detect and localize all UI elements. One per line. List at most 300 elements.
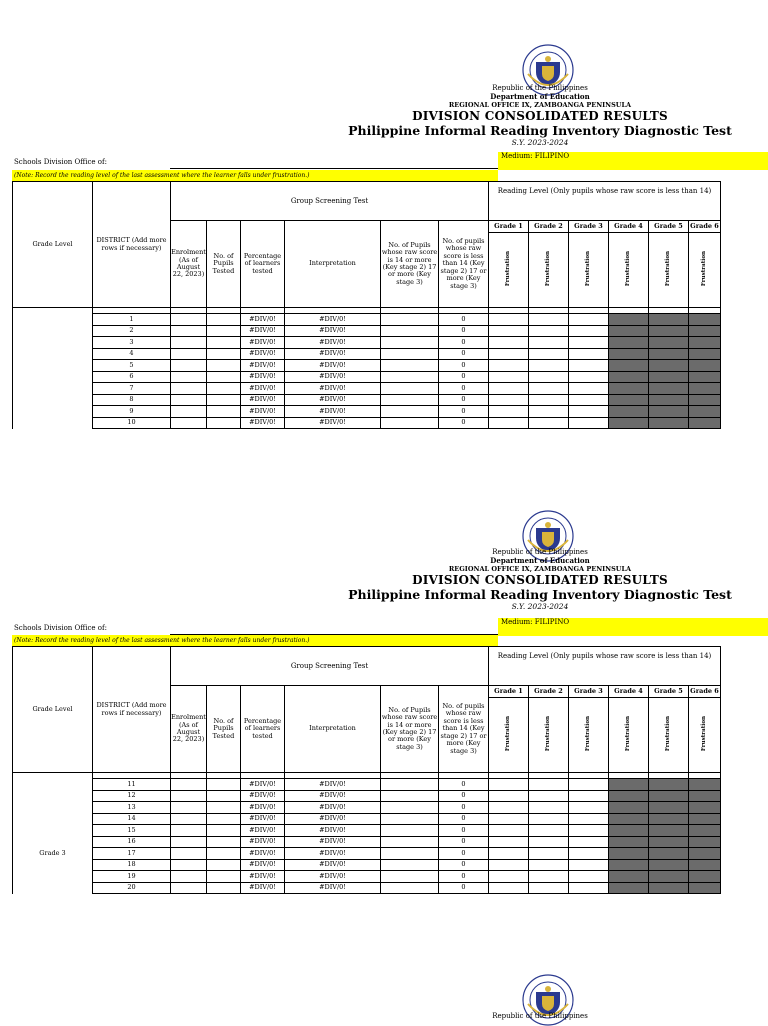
grade-5-frustration-cell[interactable] [649,325,689,337]
grade-2-frustration-cell[interactable] [529,417,569,429]
interpretation-cell[interactable]: #DIV/0! [285,406,381,418]
district-number[interactable]: 5 [93,360,171,372]
grade-3-frustration-cell[interactable] [569,348,609,360]
enrolment-cell[interactable] [171,859,207,871]
grade-6-frustration-cell[interactable] [689,848,721,860]
grade-2-frustration-cell[interactable] [529,859,569,871]
pupils-tested-cell[interactable] [207,314,241,326]
grade-6-frustration-cell[interactable] [689,836,721,848]
pupils-14-less-cell[interactable]: 0 [439,790,489,802]
table-row [13,871,721,883]
grade-1-frustration-cell[interactable] [489,813,529,825]
table-row [13,790,721,802]
interpretation-cell[interactable]: #DIV/0! [285,337,381,349]
enrolment-cell[interactable] [171,394,207,406]
pupils-14-less-cell[interactable]: 0 [439,871,489,883]
grade-level-cell [13,859,93,871]
percentage-cell[interactable]: #DIV/0! [241,314,285,326]
grade-4-header: Grade 4 [609,686,649,698]
results-table [12,181,721,429]
percentage-cell[interactable]: #DIV/0! [241,790,285,802]
pupils-14-less-cell[interactable]: 0 [439,383,489,395]
pupils-tested-cell[interactable] [207,360,241,372]
grade-level-cell [13,871,93,883]
enrolment-cell[interactable] [171,371,207,383]
group-screening-header: Group Screening Test [171,182,489,221]
interpretation-cell[interactable]: #DIV/0! [285,383,381,395]
pupils-14-less-cell[interactable]: 0 [439,836,489,848]
grade-4-frustration-cell[interactable] [609,825,649,837]
grade-1-header: Grade 1 [489,686,529,698]
grade-1-frustration-cell[interactable] [489,825,529,837]
pupils-14-less-cell[interactable]: 0 [439,859,489,871]
grade-4-frustration-cell[interactable] [609,813,649,825]
grade-1-frustration-cell[interactable] [489,348,529,360]
district-number[interactable]: 12 [93,790,171,802]
grade-4-frustration-cell[interactable] [609,802,649,814]
grade-level-cell [13,802,93,814]
grade-1-frustration-cell[interactable] [489,394,529,406]
grade-level-cell [13,882,93,894]
grade-2-frustration-cell[interactable] [529,779,569,791]
grade-1-frustration-cell[interactable] [489,779,529,791]
grade-2-frustration-cell[interactable] [529,848,569,860]
grade-1-frustration-cell[interactable] [489,802,529,814]
grade-5-frustration-cell[interactable] [649,417,689,429]
interpretation-cell[interactable]: #DIV/0! [285,325,381,337]
grade-3-frustration-cell[interactable] [569,848,609,860]
pupils-tested-cell[interactable] [207,802,241,814]
percentage-cell[interactable]: #DIV/0! [241,802,285,814]
grade-1-frustration-cell[interactable] [489,836,529,848]
grade-1-frustration-cell[interactable] [489,360,529,372]
grade-4-frustration-cell[interactable] [609,882,649,894]
pupils-14-more-cell[interactable] [381,314,439,326]
pupils-14-less-header: No. of pupils whose raw score is less than 14 (Key stage 2) 17 or more (Key stage 3) [439,221,489,308]
percentage-cell[interactable]: #DIV/0! [241,836,285,848]
interpretation-cell[interactable]: #DIV/0! [285,848,381,860]
grade-5-frustration-cell[interactable] [649,371,689,383]
table-row [13,882,721,894]
interpretation-cell[interactable]: #DIV/0! [285,314,381,326]
grade-1-frustration-cell[interactable] [489,383,529,395]
pupils-14-more-cell[interactable] [381,417,439,429]
grade-6-frustration-cell[interactable] [689,859,721,871]
percentage-cell[interactable]: #DIV/0! [241,859,285,871]
grade-2-frustration-cell[interactable] [529,802,569,814]
interpretation-cell[interactable]: #DIV/0! [285,859,381,871]
grade-3-frustration-cell[interactable] [569,836,609,848]
enrolment-cell[interactable] [171,417,207,429]
grade-6-frustration-cell[interactable] [689,813,721,825]
grade-4-frustration-cell[interactable] [609,325,649,337]
grade-3-frustration-cell[interactable] [569,790,609,802]
grade-4-frustration-cell[interactable] [609,394,649,406]
grade-6-frustration-cell[interactable] [689,348,721,360]
pupils-14-more-cell[interactable] [381,394,439,406]
district-number[interactable]: 11 [93,779,171,791]
interpretation-cell[interactable]: #DIV/0! [285,836,381,848]
pupils-tested-cell[interactable] [207,779,241,791]
grade-2-frustration-cell[interactable] [529,337,569,349]
grade-1-frustration-cell[interactable] [489,417,529,429]
grade-1-frustration-cell[interactable] [489,871,529,883]
table-row [13,337,721,349]
pupils-14-more-cell[interactable] [381,790,439,802]
grade-2-frustration-cell[interactable] [529,813,569,825]
grade-6-frustration-cell[interactable] [689,802,721,814]
pupils-14-less-cell[interactable]: 0 [439,825,489,837]
pupils-14-less-cell[interactable]: 0 [439,348,489,360]
grade-6-frustration-cell[interactable] [689,417,721,429]
enrolment-cell[interactable] [171,802,207,814]
grade-2-frustration-cell[interactable] [529,871,569,883]
grade-3-frustration-cell[interactable] [569,314,609,326]
interpretation-cell[interactable]: #DIV/0! [285,417,381,429]
pupils-14-less-cell[interactable]: 0 [439,337,489,349]
grade-6-frustration-cell[interactable] [689,337,721,349]
percentage-cell[interactable]: #DIV/0! [241,337,285,349]
interpretation-cell[interactable]: #DIV/0! [285,371,381,383]
grade-3-frustration-cell[interactable] [569,394,609,406]
grade-4-frustration-cell[interactable] [609,360,649,372]
grade-2-frustration-cell[interactable] [529,406,569,418]
grade-2-frustration-cell[interactable] [529,383,569,395]
interpretation-cell[interactable]: #DIV/0! [285,802,381,814]
pupils-14-less-cell[interactable]: 0 [439,371,489,383]
enrolment-cell[interactable] [171,882,207,894]
pupils-14-less-cell[interactable]: 0 [439,779,489,791]
pupils-14-more-header: No. of Pupils whose raw score is 14 or more (Key stage 2) 17 or more (Key stage 3) [381,221,439,308]
pupils-14-more-cell[interactable] [381,348,439,360]
grade-1-frustration-cell[interactable] [489,882,529,894]
grade-3-frustration-cell[interactable] [569,802,609,814]
frustration-cell: Frustration [529,698,569,773]
district-number[interactable]: 3 [93,337,171,349]
pupils-tested-cell[interactable] [207,790,241,802]
grade-6-frustration-cell[interactable] [689,779,721,791]
grade-4-frustration-cell[interactable] [609,779,649,791]
grade-5-frustration-cell[interactable] [649,790,689,802]
grade-4-frustration-cell[interactable] [609,417,649,429]
grade-6-frustration-cell[interactable] [689,882,721,894]
grade-5-frustration-cell[interactable] [649,314,689,326]
enrolment-cell[interactable] [171,848,207,860]
sdo-input-line[interactable] [170,624,498,635]
sdo-label: Schools Division Office of: [14,624,107,632]
interpretation-cell[interactable]: #DIV/0! [285,825,381,837]
interpretation-cell[interactable]: #DIV/0! [285,779,381,791]
pupils-tested-cell[interactable] [207,406,241,418]
sdo-label: Schools Division Office of: [14,158,107,166]
pupils-tested-cell[interactable] [207,836,241,848]
pupils-14-less-cell[interactable]: 0 [439,802,489,814]
pupils-tested-cell[interactable] [207,383,241,395]
percentage-cell[interactable]: #DIV/0! [241,348,285,360]
grade-6-frustration-cell[interactable] [689,383,721,395]
grade-level-cell [13,825,93,837]
grade-6-frustration-cell[interactable] [689,825,721,837]
republic-text: Republic of the Philippines [492,84,588,92]
district-number[interactable]: 2 [93,325,171,337]
district-number[interactable]: 16 [93,836,171,848]
pupils-tested-cell[interactable] [207,325,241,337]
grade-4-frustration-cell[interactable] [609,871,649,883]
enrolment-cell[interactable] [171,779,207,791]
sdo-input-line[interactable] [170,158,498,169]
district-number[interactable]: 7 [93,383,171,395]
pupils-tested-cell[interactable] [207,337,241,349]
percentage-cell[interactable]: #DIV/0! [241,406,285,418]
grade-6-frustration-cell[interactable] [689,314,721,326]
grade-5-frustration-cell[interactable] [649,871,689,883]
grade-3-frustration-cell[interactable] [569,360,609,372]
district-number[interactable]: 6 [93,371,171,383]
enrolment-cell[interactable] [171,337,207,349]
interpretation-cell[interactable]: #DIV/0! [285,871,381,883]
interpretation-cell[interactable]: #DIV/0! [285,813,381,825]
grade-6-frustration-cell[interactable] [689,406,721,418]
grade-3-frustration-cell[interactable] [569,406,609,418]
pupils-14-more-cell[interactable] [381,802,439,814]
grade-3-frustration-cell[interactable] [569,325,609,337]
grade-4-frustration-cell[interactable] [609,848,649,860]
republic-text: Republic of the Philippines [492,1012,588,1020]
pupils-tested-cell[interactable] [207,417,241,429]
grade-6-frustration-cell[interactable] [689,371,721,383]
pupils-14-less-cell[interactable]: 0 [439,394,489,406]
grade-1-frustration-cell[interactable] [489,325,529,337]
pupils-14-more-cell[interactable] [381,325,439,337]
grade-2-frustration-cell[interactable] [529,371,569,383]
grade-2-frustration-cell[interactable] [529,825,569,837]
grade-3-frustration-cell[interactable] [569,417,609,429]
enrolment-cell[interactable] [171,825,207,837]
grade-5-frustration-cell[interactable] [649,836,689,848]
grade-1-frustration-cell[interactable] [489,337,529,349]
grade-5-frustration-cell[interactable] [649,859,689,871]
grade-3-frustration-cell[interactable] [569,371,609,383]
grade-5-frustration-cell[interactable] [649,813,689,825]
pupils-tested-cell[interactable] [207,825,241,837]
interpretation-cell[interactable]: #DIV/0! [285,882,381,894]
results-table [12,646,721,894]
pupils-14-less-cell[interactable]: 0 [439,813,489,825]
grade-level-cell [13,813,93,825]
percentage-cell[interactable]: #DIV/0! [241,417,285,429]
pupils-tested-cell[interactable] [207,813,241,825]
table-row [13,406,721,418]
pupils-14-less-cell[interactable]: 0 [439,882,489,894]
grade-1-frustration-cell[interactable] [489,848,529,860]
grade-1-frustration-cell[interactable] [489,371,529,383]
pupils-14-more-cell[interactable] [381,859,439,871]
grade-5-frustration-cell[interactable] [649,802,689,814]
district-number[interactable]: 14 [93,813,171,825]
pupils-14-more-cell[interactable] [381,383,439,395]
percentage-cell[interactable]: #DIV/0! [241,360,285,372]
pupils-14-more-cell[interactable] [381,848,439,860]
district-number[interactable]: 15 [93,825,171,837]
percentage-cell[interactable]: #DIV/0! [241,371,285,383]
interpretation-cell[interactable]: #DIV/0! [285,790,381,802]
grade-4-frustration-cell[interactable] [609,406,649,418]
grade-6-frustration-cell[interactable] [689,394,721,406]
grade-2-frustration-cell[interactable] [529,325,569,337]
pupils-tested-cell[interactable] [207,394,241,406]
pupils-14-more-cell[interactable] [381,779,439,791]
grade-4-frustration-cell[interactable] [609,859,649,871]
district-number[interactable]: 4 [93,348,171,360]
percentage-cell[interactable]: #DIV/0! [241,825,285,837]
grade-1-frustration-cell[interactable] [489,314,529,326]
frustration-cell: Frustration [489,698,529,773]
percentage-cell[interactable]: #DIV/0! [241,383,285,395]
district-number[interactable]: 9 [93,406,171,418]
grade-2-frustration-cell[interactable] [529,394,569,406]
percentage-cell[interactable]: #DIV/0! [241,779,285,791]
interpretation-cell[interactable]: #DIV/0! [285,360,381,372]
enrolment-cell[interactable] [171,348,207,360]
grade-2-frustration-cell[interactable] [529,836,569,848]
district-number[interactable]: 13 [93,802,171,814]
percentage-cell[interactable]: #DIV/0! [241,394,285,406]
grade-6-frustration-cell[interactable] [689,360,721,372]
pupils-14-less-cell[interactable]: 0 [439,848,489,860]
pupils-14-less-cell[interactable]: 0 [439,406,489,418]
grade-4-frustration-cell[interactable] [609,348,649,360]
grade-6-frustration-cell[interactable] [689,325,721,337]
enrolment-cell[interactable] [171,406,207,418]
pupils-14-more-cell[interactable] [381,813,439,825]
percentage-cell[interactable]: #DIV/0! [241,325,285,337]
pupils-tested-cell[interactable] [207,371,241,383]
grade-4-frustration-cell[interactable] [609,383,649,395]
enrolment-cell[interactable] [171,790,207,802]
district-number[interactable]: 18 [93,859,171,871]
grade-6-frustration-cell[interactable] [689,871,721,883]
pupils-14-more-cell[interactable] [381,882,439,894]
pupils-tested-cell[interactable] [207,871,241,883]
district-number[interactable]: 19 [93,871,171,883]
grade-3-frustration-cell[interactable] [569,825,609,837]
grade-2-frustration-cell[interactable] [529,790,569,802]
pupils-14-less-cell[interactable]: 0 [439,360,489,372]
grade-level-cell [13,325,93,337]
grade-3-frustration-cell[interactable] [569,859,609,871]
pupils-tested-cell[interactable] [207,859,241,871]
percentage-cell[interactable]: #DIV/0! [241,882,285,894]
grade-1-frustration-cell[interactable] [489,859,529,871]
grade-5-frustration-cell[interactable] [649,348,689,360]
pupils-14-less-cell[interactable]: 0 [439,417,489,429]
district-number[interactable]: 1 [93,314,171,326]
reading-level-header: Reading Level (Only pupils whose raw score is less than 14) [489,647,721,686]
grade-5-frustration-cell[interactable] [649,406,689,418]
grade-4-frustration-cell[interactable] [609,337,649,349]
pupils-14-less-cell[interactable]: 0 [439,314,489,326]
grade-level-cell [13,314,93,326]
district-header: DISTRICT (Add more rows if necessary) [93,182,171,308]
grade-level-cell [13,417,93,429]
grade-2-frustration-cell[interactable] [529,882,569,894]
district-number[interactable]: 17 [93,848,171,860]
percentage-cell[interactable]: #DIV/0! [241,848,285,860]
grade-3-frustration-cell[interactable] [569,337,609,349]
grade-6-frustration-cell[interactable] [689,790,721,802]
enrolment-cell[interactable] [171,383,207,395]
grade-5-frustration-cell[interactable] [649,779,689,791]
percentage-cell[interactable]: #DIV/0! [241,813,285,825]
pupils-14-more-cell[interactable] [381,337,439,349]
district-number[interactable]: 10 [93,417,171,429]
enrolment-cell[interactable] [171,813,207,825]
grade-3-frustration-cell[interactable] [569,813,609,825]
enrolment-cell[interactable] [171,871,207,883]
grade-5-frustration-cell[interactable] [649,337,689,349]
grade-5-frustration-cell[interactable] [649,394,689,406]
pupils-14-more-cell[interactable] [381,836,439,848]
percentage-cell[interactable]: #DIV/0! [241,871,285,883]
grade-3-frustration-cell[interactable] [569,779,609,791]
interpretation-cell[interactable]: #DIV/0! [285,394,381,406]
grade-3-frustration-cell[interactable] [569,882,609,894]
grade-5-frustration-cell[interactable] [649,360,689,372]
district-number[interactable]: 20 [93,882,171,894]
grade-3-frustration-cell[interactable] [569,871,609,883]
enrolment-cell[interactable] [171,836,207,848]
grade-level-cell [13,360,93,372]
pupils-14-more-cell[interactable] [381,371,439,383]
grade-5-header: Grade 5 [649,686,689,698]
grade-4-frustration-cell[interactable] [609,790,649,802]
grade-2-frustration-cell[interactable] [529,360,569,372]
pupils-14-more-cell[interactable] [381,406,439,418]
grade-5-frustration-cell[interactable] [649,825,689,837]
grade-level-header: Grade Level [13,647,93,773]
pupils-tested-cell[interactable] [207,848,241,860]
grade-2-frustration-cell[interactable] [529,314,569,326]
enrolment-cell[interactable] [171,314,207,326]
grade-3-frustration-cell[interactable] [569,383,609,395]
interpretation-cell[interactable]: #DIV/0! [285,348,381,360]
grade-5-frustration-cell[interactable] [649,848,689,860]
pupils-14-less-cell[interactable]: 0 [439,325,489,337]
pupils-tested-cell[interactable] [207,882,241,894]
grade-2-header: Grade 2 [529,221,569,233]
grade-1-frustration-cell[interactable] [489,406,529,418]
grade-4-frustration-cell[interactable] [609,836,649,848]
percentage-header: Percentage of learners tested [241,686,285,773]
district-number[interactable]: 8 [93,394,171,406]
pupils-14-more-cell[interactable] [381,360,439,372]
grade-2-frustration-cell[interactable] [529,348,569,360]
grade-6-header: Grade 6 [689,686,721,698]
pupils-14-more-cell[interactable] [381,825,439,837]
grade-level-cell [13,779,93,791]
grade-4-frustration-cell[interactable] [609,371,649,383]
table-row [13,848,721,860]
grade-1-frustration-cell[interactable] [489,790,529,802]
enrolment-cell[interactable] [171,325,207,337]
interpretation-header: Interpretation [285,686,381,773]
grade-5-frustration-cell[interactable] [649,383,689,395]
grade-5-frustration-cell[interactable] [649,882,689,894]
pupils-tested-cell[interactable] [207,348,241,360]
pupils-14-more-cell[interactable] [381,871,439,883]
enrolment-cell[interactable] [171,360,207,372]
grade-4-frustration-cell[interactable] [609,314,649,326]
